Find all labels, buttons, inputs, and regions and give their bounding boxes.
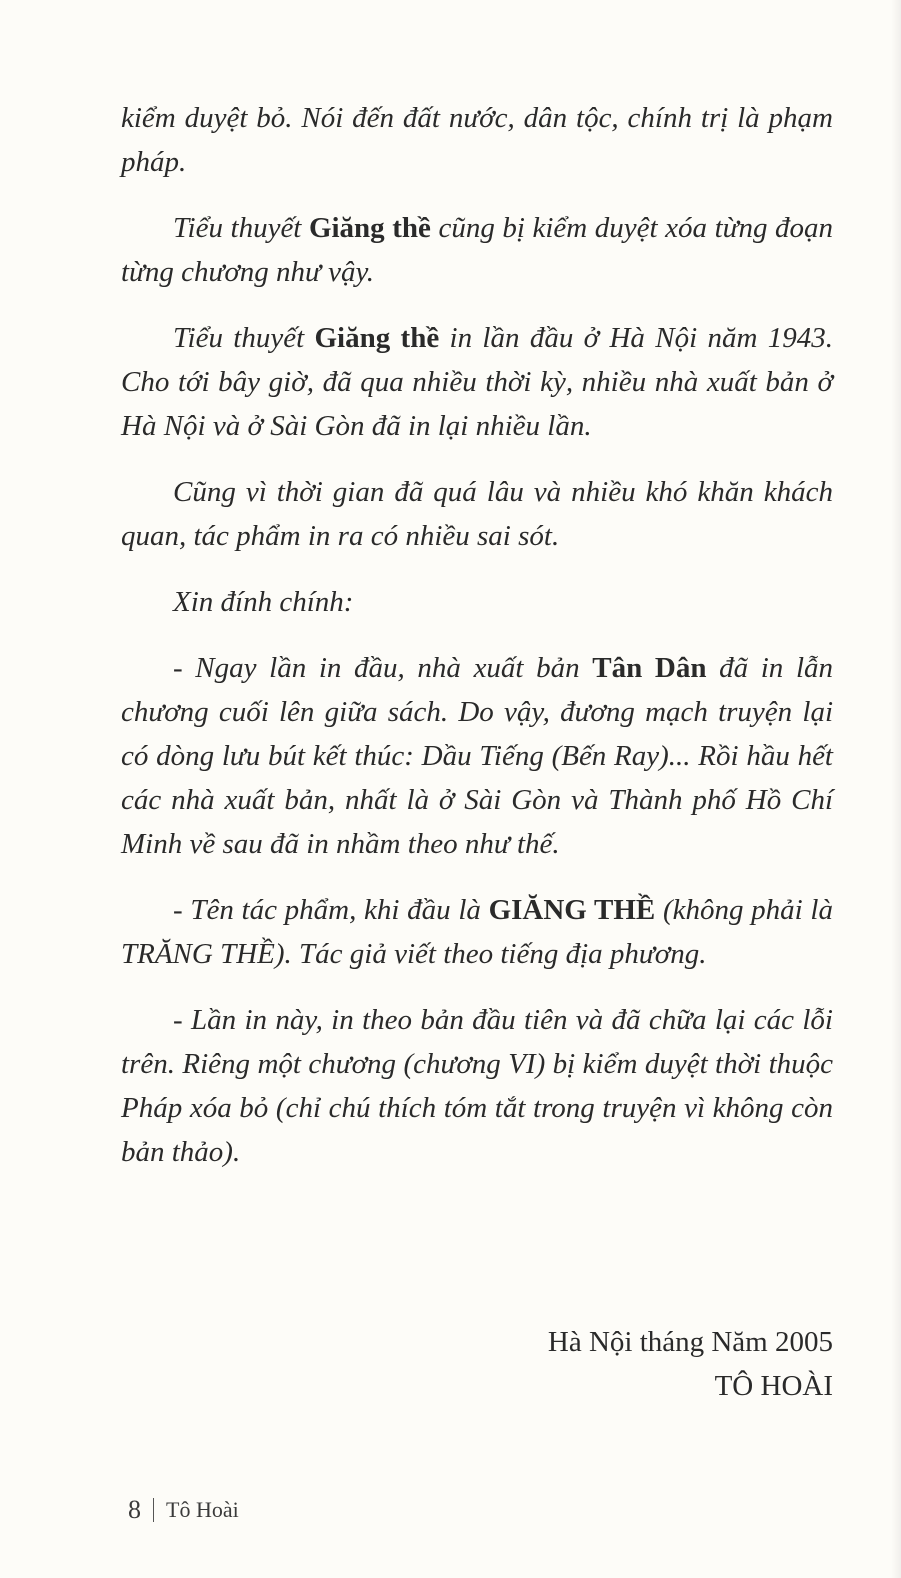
paragraph-text: - Tên tác phẩm, khi đầu là xyxy=(173,894,489,926)
page-number: 8 xyxy=(128,1495,141,1524)
footer-separator xyxy=(153,1498,154,1522)
body-text xyxy=(121,96,833,1196)
paragraph-text: Cũng vì thời gian đã quá lâu và nhiều khó khăn khách quan, tác phẩm in ra có nhiều sai sót. xyxy=(121,476,833,552)
paragraph-text: in lần đầu ở Hà Nội năm 1943. Cho tới bây giờ, đã qua nhiều thời kỳ, nhiều nhà xuất bản ở Hà Nội và ở Sài Gòn đã in lại nhiều lần. xyxy=(121,322,833,442)
paragraph-text: cũng bị kiểm duyệt xóa từng đoạn từng chương như vậy. xyxy=(121,212,834,288)
paragraph-text: - Ngay lần in đầu, nhà xuất bản xyxy=(173,652,593,684)
paragraph xyxy=(121,998,833,1174)
paragraph-text: đã in lẫn chương cuối lên giữa sách. Do vậy, đương mạch truyện lại có dòng lưu bút kết thúc: Dầu Tiếng (Bến Ray)... Rồi hầu hết các nhà xuất bản, nhất là ở Sài Gòn và Thành phố Hồ Chí Minh về sau đã in nhầm theo như thế. xyxy=(121,652,833,860)
paragraph-text: Xin đính chính: xyxy=(173,586,354,618)
paragraph-text: - Lần in này, in theo bản đầu tiên và đã chữa lại các lỗi trên. Riêng một chương (chương VI) bị kiểm duyệt thời thuộc Pháp xóa bỏ (chỉ chú thích tóm tắt trong truyện vì không còn bản thảo). xyxy=(121,1004,833,1168)
paragraph xyxy=(121,646,833,866)
paragraph xyxy=(121,888,833,976)
paragraph-text: (không phải là TRĂNG THỀ). Tác giả viết theo tiếng địa phương. xyxy=(121,894,833,970)
bold-text: GIĂNG THỀ xyxy=(488,894,656,926)
paragraph xyxy=(121,316,833,448)
paragraph xyxy=(121,96,833,184)
signature-place-date: Hà Nội tháng Năm 2005 xyxy=(547,1326,833,1358)
bold-text: Giăng thề xyxy=(314,322,440,354)
paragraph xyxy=(121,580,833,624)
paragraph-text: kiểm duyệt bỏ. Nói đến đất nước, dân tộc, chính trị là phạm pháp. xyxy=(121,102,833,178)
paragraph xyxy=(121,206,833,294)
running-title: Tô Hoài xyxy=(166,1497,239,1522)
bold-text: Giăng thề xyxy=(308,212,431,244)
paragraph-text: Tiểu thuyết xyxy=(173,322,315,354)
bold-text: Tân Dân xyxy=(592,652,707,684)
signature-author: TÔ HOÀI xyxy=(714,1370,833,1402)
paragraph xyxy=(121,470,833,558)
page-footer xyxy=(128,1496,239,1524)
paragraph-text: Tiểu thuyết xyxy=(173,212,309,244)
signature-block xyxy=(121,1320,833,1408)
